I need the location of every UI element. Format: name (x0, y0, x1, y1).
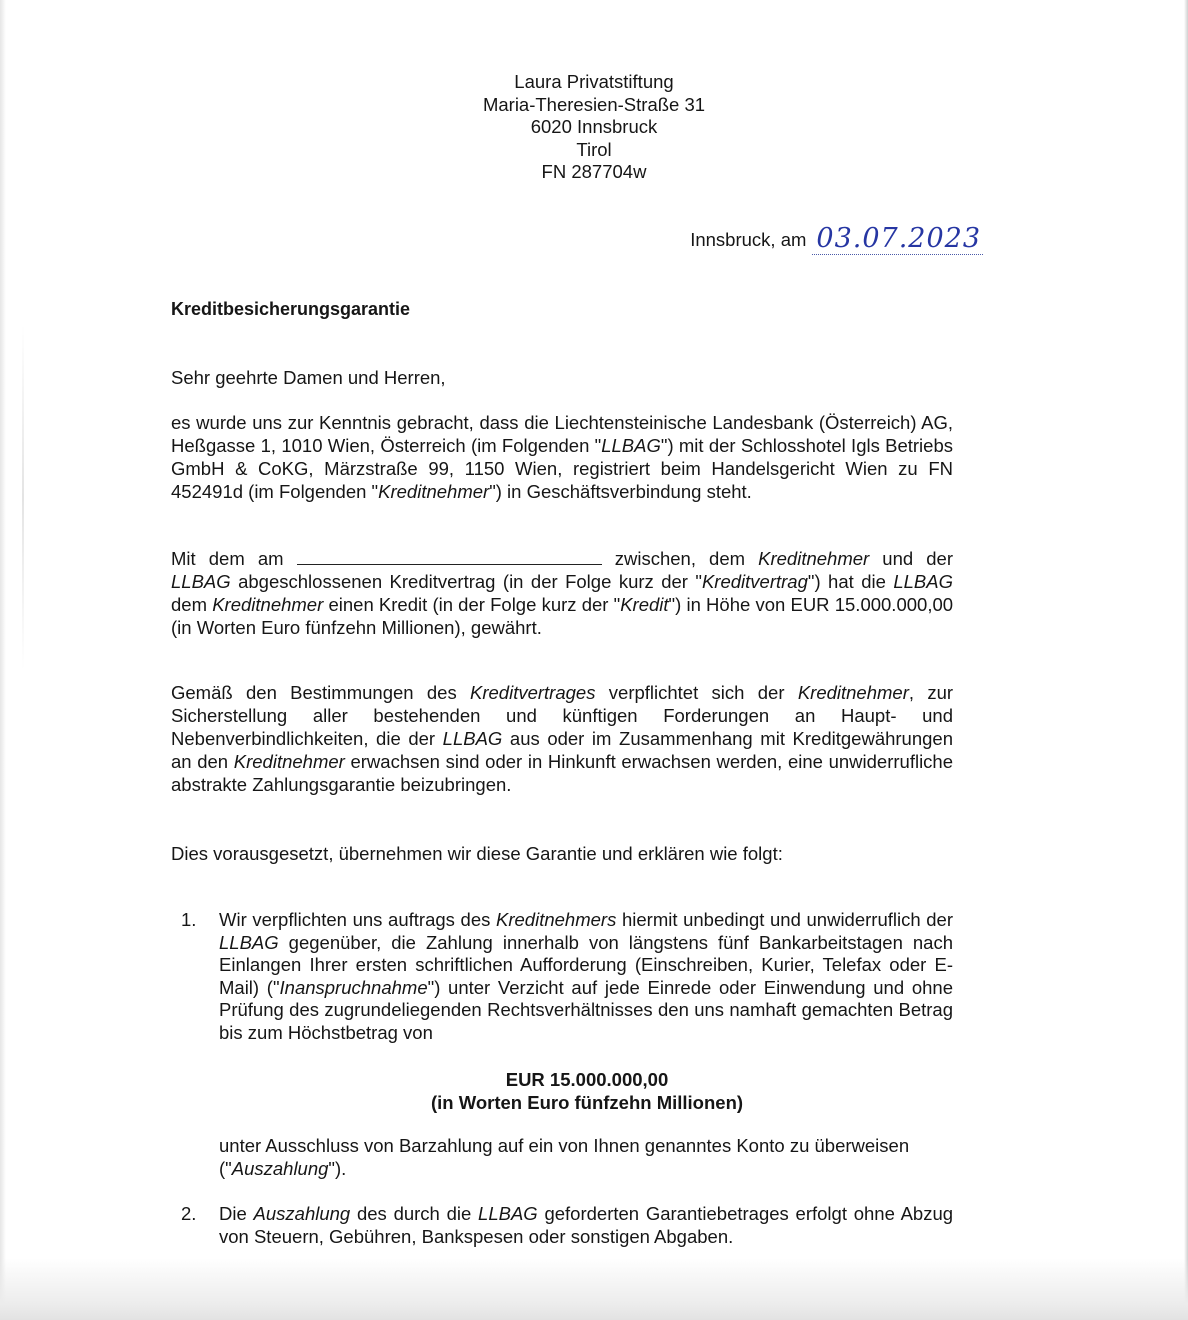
paragraph-declaration: Dies vorausgesetzt, übernehmen wir diese Garantie und erklären wie folgt: (171, 843, 783, 864)
text-run: ") mit der Schlosshotel Igls Betriebs GmbH & CoKG, Märzstraße 99, 1150 Wien, registriert beim Handelsgericht Wien zu FN 452491d (im Folgenden " (171, 435, 953, 502)
term-kreditnehmer: Kreditnehmer (797, 682, 909, 703)
list-number: 2. (181, 1203, 197, 1224)
sender-region: Tirol (576, 138, 612, 160)
text-run: ") hat die (807, 571, 886, 592)
text-run: "). (328, 1158, 347, 1179)
paragraph-intro (171, 411, 953, 503)
text-run: dem (171, 594, 207, 615)
document-title: Kreditbesicherungsgarantie (171, 299, 411, 319)
list-item-text (219, 1203, 953, 1248)
text-run: aus oder im Zusammenhang mit Kreditgewährungen an den (171, 728, 954, 772)
list-item (171, 909, 953, 1044)
term-llbag: LLBAG (601, 435, 661, 456)
text-run: abgeschlossenen Kreditvertrag (in der Folge kurz der " (238, 571, 702, 592)
term-llbag: LLBAG (219, 931, 279, 953)
text-run: ") unter Verzicht auf jede Einrede oder Einwendung und ohne Prüfung des zugrundeliegenden Rechtsverhältnisses den uns namhaft gemachten Betrag bis zum Höchstbetrag von (219, 976, 953, 1043)
text-run: Die (219, 1203, 247, 1224)
sender-city: 6020 Innsbruck (530, 116, 658, 137)
text-run: ") in Höhe von EUR 15.000.000,00 (in Worten Euro fünfzehn Millionen), gewährt. (171, 594, 954, 638)
text-run: verpflichtet sich der (608, 682, 785, 703)
term-kreditnehmer: Kreditnehmer (758, 548, 870, 569)
text-run: ") in Geschäftsverbindung steht. (489, 481, 752, 502)
term-llbag: LLBAG (478, 1203, 538, 1224)
term-kreditnehmer: Kreditnehmer (233, 751, 345, 772)
handwritten-date: 03.07.2023 (812, 224, 983, 255)
text-run: geforderten Garantiebetrages erfolgt ohne Abzug von Steuern, Gebühren, Bankspesen oder sonstigen Abgaben. (219, 1203, 954, 1247)
sender-name: Laura Privatstiftung (514, 71, 674, 92)
term-kreditnehmers: Kreditnehmers (496, 909, 617, 930)
payout-clause (219, 1134, 953, 1180)
sender-register-number: FN 287704w (541, 161, 647, 182)
guarantee-amount (171, 1068, 1003, 1114)
term-kreditvertrages: Kreditvertrages (470, 682, 596, 703)
salutation: Sehr geehrte Damen und Herren, (171, 367, 446, 388)
text-run: Wir verpflichten uns auftrags des (219, 909, 491, 930)
amount-figure: EUR 15.000.000,00 (505, 1069, 669, 1090)
term-inanspruchnahme: Inanspruchnahme (279, 976, 428, 998)
date-blank-line (297, 549, 602, 565)
scan-artifact (22, 325, 24, 670)
term-auszahlung: Auszahlung (253, 1203, 351, 1224)
list-item-text (219, 909, 953, 1044)
term-kreditnehmer: Kreditnehmer (378, 481, 490, 502)
text-run: erwachsen sind oder in Hinkunft erwachsen werden, eine unwiderrufliche abstrakte Zahlungsgarantie beizubringen. (171, 751, 954, 795)
text-run: unter Ausschluss von Barzahlung auf ein von Ihnen genanntes Konto zu überweisen (" (219, 1135, 910, 1179)
list-number: 1. (181, 909, 197, 930)
amount-words: (in Worten Euro fünfzehn Millionen) (430, 1092, 744, 1113)
scan-right-edge (1184, 0, 1188, 1320)
term-auszahlung: Auszahlung (231, 1158, 329, 1179)
date-label: Innsbruck, am (690, 229, 807, 250)
scan-bottom-shadow (0, 1258, 1188, 1320)
text-run: gegenüber, die Zahlung innerhalb von längstens fünf Bankarbeitstagen nach Einlangen Ihrer ersten schriftlichen Aufforderung (Einschreiben, Kurier, Telefax oder E-Mail) (" (219, 931, 953, 998)
term-llbag: LLBAG (442, 728, 503, 749)
term-kreditvertrag: Kreditvertrag (701, 571, 808, 592)
text-run: und der (882, 548, 953, 569)
sender-address-block (0, 71, 1188, 184)
paragraph-credit-agreement (171, 547, 953, 639)
sender-street: Maria-Theresien-Straße 31 (482, 93, 706, 115)
list-item (171, 1203, 953, 1248)
text-run: hiermit unbedingt und unwiderruflich der (621, 909, 954, 930)
text-run: , zur Sicherstellung aller bestehenden und künftigen Forderungen an Haupt- und Nebenverbindlichkeiten, die der (171, 682, 954, 749)
text-run: einen Kredit (in der Folge kurz der " (328, 594, 621, 615)
scan-left-edge (0, 0, 6, 1320)
text-run: es wurde uns zur Kenntnis gebracht, dass die Liechtensteinische Landesbank (Österreich) AG, Heßgasse 1, 1010 Wien, Österreich (im Folgenden " (171, 412, 953, 456)
text-run: zwischen, dem (614, 548, 746, 569)
paragraph-obligation (171, 681, 953, 796)
term-llbag: LLBAG (893, 571, 954, 592)
date-line (690, 224, 983, 255)
term-llbag: LLBAG (171, 571, 231, 592)
term-kredit: Kredit (620, 594, 669, 615)
text-run: Mit dem am (171, 548, 284, 569)
text-run: Gemäß den Bestimmungen des (171, 682, 457, 703)
term-kreditnehmer: Kreditnehmer (212, 594, 324, 615)
text-run: des durch die (356, 1203, 472, 1224)
